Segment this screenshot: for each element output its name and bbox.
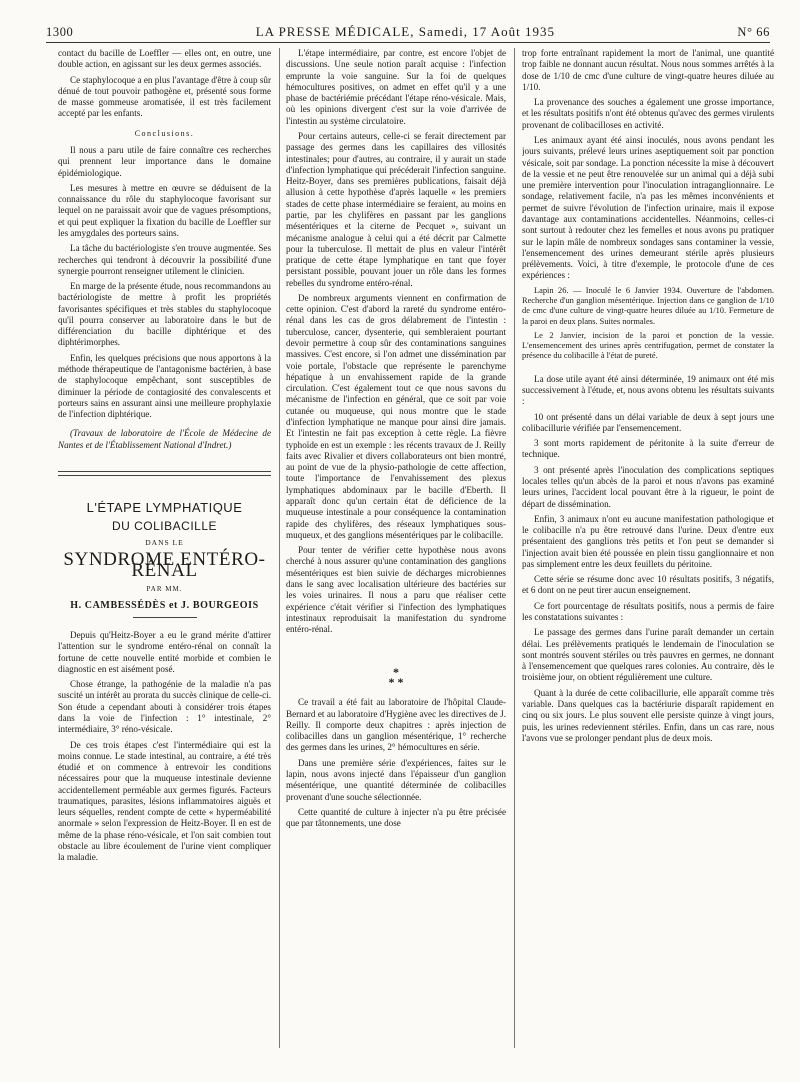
paragraph: Ce fort pourcentage de résultats positifs, nous a permis de faire les constatations suivantes : (522, 600, 774, 623)
paragraph: Ce travail a été fait au laboratoire de l'hôpital Claude-Bernard et au laboratoire d'Hygiène avec les directives de J. Reilly. Il comporte deux chapitres : après injection de colibacilles dans un ganglion mésentérique, 1° recherche des germes dans les urines, 2° hémocultures en série. (286, 697, 506, 753)
paragraph: trop forte entraînant rapidement la mort de l'animal, une quantité trop faible ne donnant aucun résultat. Nous nous sommes arrêtés à la dose de 1/10 de cmc d'une culture de vingt-quatre heures diluée au 1/10. (522, 48, 774, 92)
section-heading: Conclusions. (134, 128, 195, 138)
section-asterisks: * * * (388, 665, 404, 690)
paragraph: Enfin, les quelques précisions que nous apportons à la méthode thérapeutique de l'antagonisme bactérien, à base de staphylocoque empêchant, sont susceptibles de diminuer la période de contagiosité des convalescents et porteurs sains en assurant ainsi une meilleure prophylaxie de l'infection diphtérique. (58, 352, 271, 420)
short-rule (133, 617, 197, 618)
paragraph: contact du bacille de Loeffler — elles ont, en outre, une double action, en agissant sur les deux germes associés. (58, 48, 271, 70)
article-title-line-3: DANS LE (145, 537, 184, 547)
paragraph: Les mesures à mettre en œuvre se déduisent de la connaissance du rôle du staphylocoque favorisant sur lequel on ne paraissait avoir que de vagues présomptions, et qui peut expliquer la fixation du bacille de Loeffler sur les amygdales des porteurs sains. (58, 182, 271, 238)
paragraph: Quant à la durée de cette colibacillurie, elle apparaît comme très variable. Dans quelques cas la bactériurie disparaît rapidement en cinq ou six jours. Le plus souvent elle persiste quinze à vingt jours, puis, les urines redeviennent stériles. Enfin, dans un cas rare, nous l'avons vue se prolonger pendant plus de deux mois. (522, 687, 774, 743)
paragraph: Pour certains auteurs, celle-ci se ferait directement par passage des germes dans les capillaires des villosités intestinales; pour d'autres, au contraire, il y aurait un stade d'infection lymphatique qui précéderait l'infection sanguine. Heitz-Boyer, dans ses premières publications, faisait déjà allusion à cette hypothèse d'après laquelle « les premiers stades de cette phase intermédiaire se feraient, au moins en partie, par les chylifères en passant par les ganglions mésentériques et la citerne de Pecquet », suivant un mécanisme analogue à celui qui a été décrit par Calmette pour la tuberculose. Il mettait de plus en valeur l'intérêt pratique de cette étape lymphatique en tant que foyer persistant possible, pouvant jouer un rôle dans les formes rebelles du syndrome entéro-rénal. (286, 130, 506, 288)
journal-title: LA PRESSE MÉDICALE, Samedi, 17 Août 1935 (255, 24, 556, 39)
paragraph: L'étape intermédiaire, par contre, est encore l'objet de discussions. Une seule notion paraît acquise : l'infection emprunte la voie sanguine. Sur la foi de quelques hémocultures positives, on admet en effet qu'il y a une phase de bactériémie précédant l'étape réno-vésicale. Mais, où les opinions divergent c'est sur la voie d'arrivée de l'intestin au système circulatoire. (286, 48, 506, 126)
paragraph: 3 ont présenté après l'inoculation des complications septiques locales telles qu'un abcès de la paroi et nous n'avons pas examiné leurs urines, l'accident local pouvant être à la rigueur, le point de départ de dissémination. (522, 464, 774, 509)
paragraph: 3 sont morts rapidement de péritonite à la suite d'erreur de technique. (522, 438, 774, 460)
paragraph: Cette quantité de culture à injecter n'a pu être précisée que par tâtonnements, une dose (286, 806, 506, 829)
paragraph: Les animaux ayant été ainsi inoculés, nous avons pendant les jours suivants, prélevé leurs urines aseptiquement soit par ponction vésicale, soit par sondage. La ponction nécessite la mise à découvert de la vessie et ne peut être renouvelée sur un animal qui a déjà subi une première intervention pour l'inoculation intraganglionnaire. Le sondage, relativement facile, n'a pas les mêmes inconvénients et permet de suivre l'évolution de l'infection urinaire, mais il expose davantage aux contaminations accidentelles. Néanmoins, celles-ci sont surtout à redouter chez les femelles et nous avons pu pratiquer sur le lapin mâle de nombreux sondages sans contaminer la vessie, l'ensemencement des urines demeurant stérile après plusieurs prélèvements. Voici, à titre d'exemple, le protocole d'une de ces expériences : (522, 134, 774, 281)
paragraph: En marge de la présente étude, nous recommandons au bactériologiste de mettre à profit les propriétés favorisantes spécifiques et très stables du staphylocoque qu'il pourra conserver au laboratoire dans le but de différenciation du bacille diphtérique et des diphtérimorphes. (58, 281, 271, 348)
paragraph: La tâche du bactériologiste s'en trouve augmentée. Ses recherches qui tendront à découvrir la possibilité d'une synergie pourront renseigner utilement le clinicien. (58, 243, 271, 276)
paragraph: Cette série se résume donc avec 10 résultats positifs, 3 négatifs, et 6 dont on ne peut tirer aucun enseignement. (522, 574, 774, 596)
paragraph: Dans une première série d'expériences, faites sur le lapin, nous avons injecté dans l'épaisseur d'un ganglion mésentérique, une quantité déterminée de colibacilles provenant d'une souche sélectionnée. (286, 757, 506, 802)
paragraph: La provenance des souches a également une grosse importance, et les résultats positifs n'ont été obtenus qu'avec des germes virulents provenant de colibacilloses en activité. (522, 97, 774, 130)
paragraph: De nombreux arguments viennent en confirmation de cette opinion. C'est d'abord la rareté du syndrome entéro-rénal dans les cas de gros délabrement de l'intestin : tuberculose, cancer, dysenterie, qui sembleraient pourtant devoir permettre à coup sûr des contaminations sanguines massives. C'est encore, si l'on admet une dissémination par voie portale, l'obstacle que représente le parenchyme hépatique à un envahissement rapide de la grande circulation. C'est également tout ce que nous savons du mécanisme de l'infection en général, que ce soit par voie cutanée ou muqueuse, qui nous montre que le stade d'infection lymphatique ne manque pour ainsi dire jamais. Et l'intestin ne fait pas exception à cette règle. La fièvre typhoïde en est un exemple : les récents travaux de J. Reilly faits avec Rivalier et divers collaborateurs ont bien montré, au point de vue de la physio-pathologie de cette affection, toute l'importance de l'envahissement des plexus lymphatiques abdominaux par le bacille d'Eberth. Il apparaît donc qu'un certain état de déficience de la muqueuse intestinale a pour conséquence la contamination rapide des chylifères, des réseaux lymphatiques sous-muqueux, et des ganglions mésentériques par le colibacille. (286, 292, 506, 540)
header-rule (46, 42, 770, 43)
paragraph: Depuis qu'Heitz-Boyer a eu le grand mérite d'attirer l'attention sur le syndrome entéro-rénal on connaît la fortune de cette nouvelle entité morbide et combien le diagnostic en est aisément posé. (58, 629, 271, 674)
paragraph: Il nous a paru utile de faire connaître ces recherches qui prennent leur importance dans le domaine épidémiologique. (58, 144, 271, 178)
column-3 (522, 48, 774, 1048)
paragraph: Ce staphylocoque a en plus l'avantage d'être à coup sûr dénué de tout pouvoir pathogène et, présenté sous forme de masse gommeuse aromatisée, il est très facilement accepté par les enfants. (58, 74, 271, 119)
paragraph: Chose étrange, la pathogénie de la maladie n'a pas suscité un intérêt au prorata du succès clinique de celle-ci. Son étude a cependant abouti à considérer trois étapes dans la voie de l'infection : 1° intestinale, 2° intermédiaire, 3° réno-vésicale. (58, 679, 271, 735)
paragraph: Pour tenter de vérifier cette hypothèse nous avons cherché à nous assurer qu'une contamination des ganglions mésentériques est bien suivie de décharges microbiennes dans le sang avec localisation ultérieure des bactéries sur les voies urinaires. Il nous a paru que réaliser cette expérience c'était vérifier si l'infection des lymphatiques intestinaux reproduisait la manifestation du syndrome entéro-rénal. (286, 545, 506, 635)
separator-rule (58, 471, 271, 472)
paragraph: 10 ont présenté dans un délai variable de deux à sept jours une colibacillurie vérifiée par l'ensemencement. (522, 411, 774, 433)
credit-note: (Travaux de laboratoire de l'École de Médecine de Nantes et de l'Établissement National d'Indret.) (58, 428, 271, 450)
column-divider (514, 48, 515, 1048)
issue-number: N° 66 (737, 25, 770, 39)
column-2 (286, 48, 506, 1048)
separator-rule (58, 475, 271, 476)
column-divider (279, 48, 280, 1048)
article-title-line-2: DU COLIBACILLE (111, 519, 218, 534)
paragraph: Enfin, 3 animaux n'ont eu aucune manifestation pathologique et le colibacille n'a pu être retrouvé dans l'urine. Deux d'entre eux présentaient des ganglions très petits et l'on peut se demander si l'injection avait bien été poussée en plein tissu ganglionnaire et non pas simplement entre les deux feuillets du péritoine. (522, 513, 774, 569)
running-header (46, 24, 770, 40)
experiment-protocol: Le 2 Janvier, incision de la paroi et ponction de la vessie. L'ensemencement des urines après centrifugation, permet de constater la présence du colibacille à l'état de pureté. (522, 330, 774, 361)
experiment-protocol: Lapin 26. — Inoculé le 6 Janvier 1934. Ouverture de l'abdomen. Recherche d'un ganglion mésentérique. Injection dans ce ganglion de 1/10 de cmc d'une culture de vingt-quatre heures diluée au 1/10. Fermeture de la paroi en deux plans. Suites normales. (522, 285, 774, 326)
column-1 (58, 48, 271, 1048)
paragraph: La dose utile ayant été ainsi déterminée, 19 animaux ont été mis successivement à l'étude, et, nous avons obtenu les résultats suivants : (522, 373, 774, 407)
article-title-main: SYNDROME ENTÉRO-RÉNAL (63, 548, 266, 582)
article-title-line-1: L'ÉTAPE LYMPHATIQUE (86, 500, 243, 515)
paragraph: Le passage des germes dans l'urine paraît demander un certain délai. Les prélèvements pratiqués le lendemain de l'inoculation se sont montrés souvent stériles ou très pauvres en germes, ne donnant à l'ensemencement que quelques rares colonies. Au contraire, dès le troisième jour, on obtient régulièrement une culture. (522, 627, 774, 683)
page-number: 1300 (46, 25, 74, 39)
article-authors: H. CAMBESSÉDÈS et J. BOURGEOIS (70, 599, 259, 611)
byline-prefix: PAR MM. (146, 585, 183, 594)
paragraph: De ces trois étapes c'est l'intermédiaire qui est la moins connue. Le stade intestinal, au contraire, a été très étudié et on commence à entrevoir les conditions nécessaires pour que la muqueuse intestinale devienne accidentellement perméable aux germes figurés. Facteurs traumatiques, parasites, lésions inflammatoires aiguës et leurs séquelles, rendent compte de cette « hyperméabilité anormale » selon l'expression de Heitz-Boyer. Il en est de même de la phase réno-vésicale, et l'on sait combien tout obstacle au libre écoulement de l'urine vient compliquer la maladie. (58, 739, 271, 863)
